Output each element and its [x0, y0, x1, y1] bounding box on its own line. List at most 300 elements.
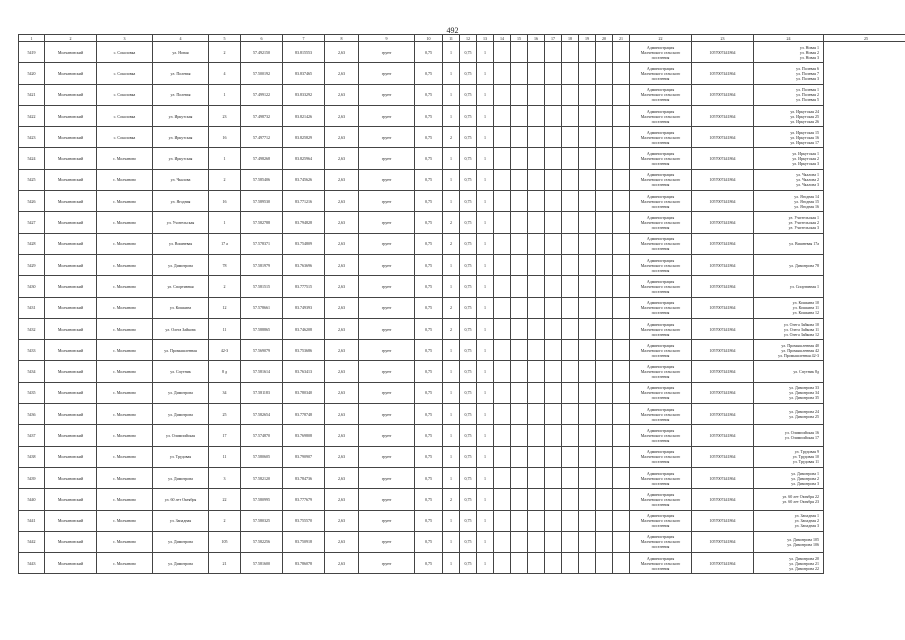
addresses-cell: ул. Новая 1 ул. Новая 2 ул. Новая 3	[754, 42, 824, 63]
col14-cell: 1	[477, 105, 494, 126]
latitude-cell: 57.500192	[241, 63, 283, 84]
empty-cell	[511, 84, 528, 105]
surface-cell: грунт	[359, 297, 415, 318]
addresses-cell: ул. Спортивная 1	[754, 276, 824, 297]
owner-cell: Администрация Малчевского сельского поселения	[630, 233, 692, 254]
col12-cell: 1	[443, 340, 460, 361]
empty-cell	[562, 84, 579, 105]
empty-cell	[494, 510, 511, 531]
street-cell: ул. Димитрова	[153, 467, 209, 488]
longitude-cell: 83.777679	[283, 489, 325, 510]
empty-cell	[545, 127, 562, 148]
house-cell: 23	[209, 105, 241, 126]
empty-cell	[528, 212, 545, 233]
col14-cell: 1	[477, 42, 494, 63]
longitude-cell: 83.815553	[283, 42, 325, 63]
table-row	[19, 425, 905, 446]
latitude-cell: 57.569079	[241, 340, 283, 361]
empty-cell	[528, 254, 545, 275]
empty-cell	[545, 553, 562, 574]
empty-cell	[511, 191, 528, 212]
longitude-cell: 83.763413	[283, 361, 325, 382]
empty-cell	[562, 233, 579, 254]
column-number: 23	[692, 35, 754, 42]
table-row	[19, 127, 905, 148]
empty-cell	[511, 105, 528, 126]
table-body	[19, 42, 905, 574]
district-cell: Молчановский	[45, 446, 97, 467]
ogrn-cell: 1057007441864	[692, 531, 754, 552]
empty-cell	[613, 510, 630, 531]
surface-cell: грунт	[359, 191, 415, 212]
empty-cell	[511, 63, 528, 84]
latitude-cell: 57.498268	[241, 148, 283, 169]
empty-cell	[511, 169, 528, 190]
empty-cell	[579, 489, 596, 510]
longitude-cell: 83.755570	[283, 510, 325, 531]
empty-cell	[528, 169, 545, 190]
col12-cell: 2	[443, 233, 460, 254]
locality-cell: с. Молчаново	[97, 297, 153, 318]
empty-cell	[545, 148, 562, 169]
row-number: 5429	[19, 254, 45, 275]
ogrn-cell: 1057007441864	[692, 553, 754, 574]
house-cell: 12	[209, 297, 241, 318]
col14-cell: 1	[477, 212, 494, 233]
row-number: 5421	[19, 84, 45, 105]
empty-cell	[511, 553, 528, 574]
col12-cell: 1	[443, 361, 460, 382]
table-row	[19, 467, 905, 488]
row-number: 5420	[19, 63, 45, 84]
row-number: 5424	[19, 148, 45, 169]
empty-cell	[562, 63, 579, 84]
owner-cell: Администрация Малчевского сельского поселения	[630, 318, 692, 339]
empty-cell	[494, 127, 511, 148]
empty-cell	[596, 233, 613, 254]
col11-cell: 0,75	[415, 553, 443, 574]
addresses-cell: ул. Иркутская 1 ул. Иркутская 2 ул. Иркутская 3	[754, 148, 824, 169]
ogrn-cell: 1057007441864	[692, 404, 754, 425]
street-cell: ул. Учительская	[153, 212, 209, 233]
longitude-cell: 83.790907	[283, 446, 325, 467]
col14-cell: 1	[477, 553, 494, 574]
empty-cell	[545, 63, 562, 84]
street-cell: ул. Трудовая	[153, 446, 209, 467]
empty-cell	[613, 361, 630, 382]
column-number: 12	[460, 35, 477, 42]
empty-cell	[494, 318, 511, 339]
empty-cell	[545, 531, 562, 552]
empty-cell	[511, 531, 528, 552]
owner-cell: Администрация Малчевского сельского поселения	[630, 340, 692, 361]
ogrn-cell: 1057007441864	[692, 489, 754, 510]
latitude-cell: 57.499122	[241, 84, 283, 105]
ogrn-cell: 1057007441864	[692, 105, 754, 126]
district-cell: Молчановский	[45, 382, 97, 403]
area-cell: 2,63	[325, 510, 359, 531]
col12-cell: 1	[443, 510, 460, 531]
owner-cell: Администрация Малчевского сельского поселения	[630, 254, 692, 275]
addresses-cell: ул. Димитрова 33 ул. Димитрова 34 ул. Димитрова 35	[754, 382, 824, 403]
empty-cell	[494, 276, 511, 297]
empty-cell	[545, 318, 562, 339]
empty-cell	[596, 191, 613, 212]
ogrn-cell: 1057007441864	[692, 467, 754, 488]
street-cell: ул. 60 лет Октября	[153, 489, 209, 510]
col12-cell: 2	[443, 297, 460, 318]
col11-cell: 0,75	[415, 340, 443, 361]
area-cell: 2,63	[325, 446, 359, 467]
house-cell: 25	[209, 404, 241, 425]
empty-cell	[545, 276, 562, 297]
district-cell: Молчановский	[45, 340, 97, 361]
empty-cell	[528, 276, 545, 297]
empty-cell	[494, 297, 511, 318]
empty-cell	[579, 254, 596, 275]
empty-cell	[511, 361, 528, 382]
latitude-cell: 57.498732	[241, 105, 283, 126]
table-row	[19, 84, 905, 105]
empty-cell	[596, 404, 613, 425]
house-cell: 2	[209, 276, 241, 297]
surface-cell: грунт	[359, 340, 415, 361]
owner-cell: Администрация Малчевского сельского поселения	[630, 467, 692, 488]
empty-cell	[562, 531, 579, 552]
col14-cell: 1	[477, 148, 494, 169]
latitude-cell: 57.589530	[241, 191, 283, 212]
empty-cell	[613, 467, 630, 488]
street-cell: ул. Промышленная	[153, 340, 209, 361]
col12-cell: 1	[443, 63, 460, 84]
empty-cell	[511, 127, 528, 148]
street-cell: ул. Полевая	[153, 63, 209, 84]
surface-cell: грунт	[359, 446, 415, 467]
empty-cell	[528, 489, 545, 510]
empty-cell	[528, 510, 545, 531]
empty-cell	[579, 169, 596, 190]
empty-cell	[596, 318, 613, 339]
empty-cell	[596, 297, 613, 318]
house-cell: 1	[209, 148, 241, 169]
empty-cell	[596, 425, 613, 446]
empty-cell	[579, 191, 596, 212]
house-cell: 105	[209, 531, 241, 552]
col12-cell: 1	[443, 148, 460, 169]
longitude-cell: 83.784736	[283, 467, 325, 488]
row-number: 5425	[19, 169, 45, 190]
ogrn-cell: 1057007441864	[692, 84, 754, 105]
surface-cell: грунт	[359, 148, 415, 169]
col13-cell: 0,75	[460, 404, 477, 425]
empty-cell	[545, 212, 562, 233]
col14-cell: 1	[477, 297, 494, 318]
empty-cell	[596, 510, 613, 531]
column-number: 5	[209, 35, 241, 42]
empty-cell	[596, 212, 613, 233]
addresses-cell: ул. Олега Зайкова 10 ул. Олега Зайкова 11 ул. Олега Зайкова 12	[754, 318, 824, 339]
empty-cell	[562, 382, 579, 403]
district-cell: Молчановский	[45, 489, 97, 510]
latitude-cell: 57.582788	[241, 212, 283, 233]
empty-cell	[528, 404, 545, 425]
col14-cell: 1	[477, 63, 494, 84]
col11-cell: 0,75	[415, 276, 443, 297]
area-cell: 2,63	[325, 212, 359, 233]
street-cell: ул. Спутник	[153, 361, 209, 382]
table-row	[19, 276, 905, 297]
addresses-cell: ул. Чкалова 1 ул. Чкалова 2 ул. Чкалова 3	[754, 169, 824, 190]
empty-cell	[562, 297, 579, 318]
longitude-cell: 83.777515	[283, 276, 325, 297]
house-cell: 4	[209, 63, 241, 84]
owner-cell: Администрация Малчевского сельского поселения	[630, 105, 692, 126]
street-cell: ул. Спортивная	[153, 276, 209, 297]
col13-cell: 0,75	[460, 169, 477, 190]
owner-cell: Администрация Малчевского сельского поселения	[630, 84, 692, 105]
area-cell: 2,63	[325, 297, 359, 318]
house-cell: 1	[209, 212, 241, 233]
district-cell: Молчановский	[45, 191, 97, 212]
column-number: 15	[511, 35, 528, 42]
house-cell: 16	[209, 191, 241, 212]
col11-cell: 0,75	[415, 254, 443, 275]
longitude-cell: 83.749393	[283, 297, 325, 318]
empty-cell	[528, 233, 545, 254]
empty-cell	[545, 446, 562, 467]
col12-cell: 1	[443, 382, 460, 403]
column-number: 19	[579, 35, 596, 42]
row-number: 5435	[19, 382, 45, 403]
empty-cell	[528, 467, 545, 488]
surface-cell: грунт	[359, 553, 415, 574]
latitude-cell: 57.581183	[241, 382, 283, 403]
empty-cell	[494, 233, 511, 254]
col13-cell: 0,75	[460, 148, 477, 169]
latitude-cell: 57.588865	[241, 318, 283, 339]
table-row	[19, 382, 905, 403]
surface-cell: грунт	[359, 105, 415, 126]
table-row	[19, 489, 905, 510]
ogrn-cell: 1057007441864	[692, 276, 754, 297]
empty-cell	[579, 212, 596, 233]
locality-cell: с. Молчаново	[97, 276, 153, 297]
ogrn-cell: 1057007441864	[692, 233, 754, 254]
empty-cell	[579, 382, 596, 403]
table-row	[19, 510, 905, 531]
empty-cell	[528, 63, 545, 84]
house-cell: 22	[209, 489, 241, 510]
longitude-cell: 83.821426	[283, 105, 325, 126]
col11-cell: 0,75	[415, 148, 443, 169]
empty-cell	[596, 467, 613, 488]
district-cell: Молчановский	[45, 42, 97, 63]
col11-cell: 0,75	[415, 446, 443, 467]
empty-cell	[596, 169, 613, 190]
empty-cell	[579, 297, 596, 318]
ogrn-cell: 1057007441864	[692, 254, 754, 275]
surface-cell: грунт	[359, 233, 415, 254]
area-cell: 2,63	[325, 404, 359, 425]
latitude-cell: 57.582654	[241, 404, 283, 425]
street-cell: ул. Ягодная	[153, 191, 209, 212]
empty-cell	[545, 233, 562, 254]
row-number: 5439	[19, 467, 45, 488]
ogrn-cell: 1057007441864	[692, 42, 754, 63]
owner-cell: Администрация Малчевского сельского поселения	[630, 42, 692, 63]
locality-cell: с. Молчаново	[97, 467, 153, 488]
empty-cell	[562, 42, 579, 63]
col13-cell: 0,75	[460, 531, 477, 552]
owner-cell: Администрация Малчевского сельского поселения	[630, 531, 692, 552]
empty-cell	[545, 340, 562, 361]
street-cell: ул. Полевая	[153, 84, 209, 105]
locality-cell: с. Соколовка	[97, 84, 153, 105]
house-cell: 11	[209, 318, 241, 339]
longitude-cell: 83.754809	[283, 233, 325, 254]
locality-cell: с. Соколовка	[97, 63, 153, 84]
empty-cell	[528, 127, 545, 148]
locality-cell: с. Молчаново	[97, 233, 153, 254]
col14-cell: 1	[477, 404, 494, 425]
street-cell: ул. Олега Зайкова	[153, 318, 209, 339]
addresses-cell: ул. Димитрова 105 ул. Димитрова 106	[754, 531, 824, 552]
empty-cell	[494, 340, 511, 361]
empty-cell	[613, 63, 630, 84]
locality-cell: с. Молчаново	[97, 361, 153, 382]
col12-cell: 1	[443, 425, 460, 446]
col11-cell: 0,75	[415, 212, 443, 233]
empty-cell	[562, 169, 579, 190]
empty-cell	[562, 446, 579, 467]
street-cell: ул. Олимпийская	[153, 425, 209, 446]
empty-cell	[545, 425, 562, 446]
empty-cell	[562, 340, 579, 361]
empty-cell	[511, 42, 528, 63]
empty-cell	[596, 340, 613, 361]
col13-cell: 0,75	[460, 191, 477, 212]
empty-cell	[562, 148, 579, 169]
col11-cell: 0,75	[415, 297, 443, 318]
addresses-cell: ул. Вишневая 17а	[754, 233, 824, 254]
latitude-cell: 57.578371	[241, 233, 283, 254]
locality-cell: с. Молчаново	[97, 191, 153, 212]
col11-cell: 0,75	[415, 105, 443, 126]
col12-cell: 1	[443, 404, 460, 425]
district-cell: Молчановский	[45, 233, 97, 254]
empty-cell	[579, 425, 596, 446]
table-row	[19, 169, 905, 190]
addresses-cell: ул. Западная 1 ул. Западная 2 ул. Западная 3	[754, 510, 824, 531]
addresses-cell: ул. Иркутская 15 ул. Иркутская 16 ул. Иркутская 17	[754, 127, 824, 148]
row-number: 5433	[19, 340, 45, 361]
column-number: 22	[630, 35, 692, 42]
empty-cell	[579, 63, 596, 84]
house-cell: 42-3	[209, 340, 241, 361]
latitude-cell: 57.582120	[241, 467, 283, 488]
latitude-cell: 57.492150	[241, 42, 283, 63]
empty-cell	[545, 467, 562, 488]
column-number: 24	[754, 35, 824, 42]
col14-cell: 1	[477, 254, 494, 275]
col12-cell: 1	[443, 553, 460, 574]
district-cell: Молчановский	[45, 105, 97, 126]
table-row	[19, 446, 905, 467]
latitude-cell: 57.581979	[241, 254, 283, 275]
street-cell: ул. Иркутская	[153, 105, 209, 126]
col11-cell: 0,75	[415, 404, 443, 425]
col12-cell: 1	[443, 254, 460, 275]
empty-cell	[511, 340, 528, 361]
empty-cell	[494, 212, 511, 233]
column-number: 17	[545, 35, 562, 42]
district-cell: Молчановский	[45, 297, 97, 318]
empty-cell	[511, 404, 528, 425]
addresses-cell: ул. Димитрова 20 ул. Димитрова 21 ул. Димитрова 22	[754, 553, 824, 574]
col13-cell: 0,75	[460, 63, 477, 84]
table-row	[19, 105, 905, 126]
row-number: 5432	[19, 318, 45, 339]
area-cell: 2,63	[325, 361, 359, 382]
latitude-cell: 57.581600	[241, 553, 283, 574]
row-number: 5443	[19, 553, 45, 574]
row-number: 5422	[19, 105, 45, 126]
col11-cell: 0,75	[415, 489, 443, 510]
ogrn-cell: 1057007441864	[692, 318, 754, 339]
row-number: 5436	[19, 404, 45, 425]
column-number: 7	[283, 35, 325, 42]
col14-cell: 1	[477, 361, 494, 382]
col13-cell: 0,75	[460, 446, 477, 467]
col11-cell: 0,75	[415, 361, 443, 382]
surface-cell: грунт	[359, 84, 415, 105]
longitude-cell: 83.745626	[283, 169, 325, 190]
area-cell: 2,63	[325, 105, 359, 126]
empty-cell	[511, 297, 528, 318]
table-row	[19, 318, 905, 339]
longitude-cell: 83.833292	[283, 84, 325, 105]
addresses-cell: ул. Димитрова 24 ул. Димитрова 25	[754, 404, 824, 425]
district-cell: Молчановский	[45, 361, 97, 382]
empty-cell	[579, 467, 596, 488]
empty-cell	[511, 446, 528, 467]
empty-cell	[511, 318, 528, 339]
empty-cell	[528, 42, 545, 63]
col12-cell: 2	[443, 212, 460, 233]
empty-cell	[579, 127, 596, 148]
col11-cell: 0,75	[415, 318, 443, 339]
owner-cell: Администрация Малчевского сельского поселения	[630, 169, 692, 190]
row-number: 5431	[19, 297, 45, 318]
col13-cell: 0,75	[460, 276, 477, 297]
col12-cell: 2	[443, 127, 460, 148]
longitude-cell: 83.771216	[283, 191, 325, 212]
street-cell: ул. Димитрова	[153, 382, 209, 403]
empty-cell	[494, 63, 511, 84]
district-cell: Молчановский	[45, 148, 97, 169]
district-cell: Молчановский	[45, 84, 97, 105]
empty-cell	[511, 489, 528, 510]
area-cell: 2,63	[325, 191, 359, 212]
ogrn-cell: 1057007441864	[692, 148, 754, 169]
col14-cell: 1	[477, 446, 494, 467]
area-cell: 2,63	[325, 169, 359, 190]
empty-cell	[579, 42, 596, 63]
locality-cell: с. Молчаново	[97, 404, 153, 425]
row-number: 5438	[19, 446, 45, 467]
empty-cell	[579, 340, 596, 361]
district-cell: Молчановский	[45, 63, 97, 84]
